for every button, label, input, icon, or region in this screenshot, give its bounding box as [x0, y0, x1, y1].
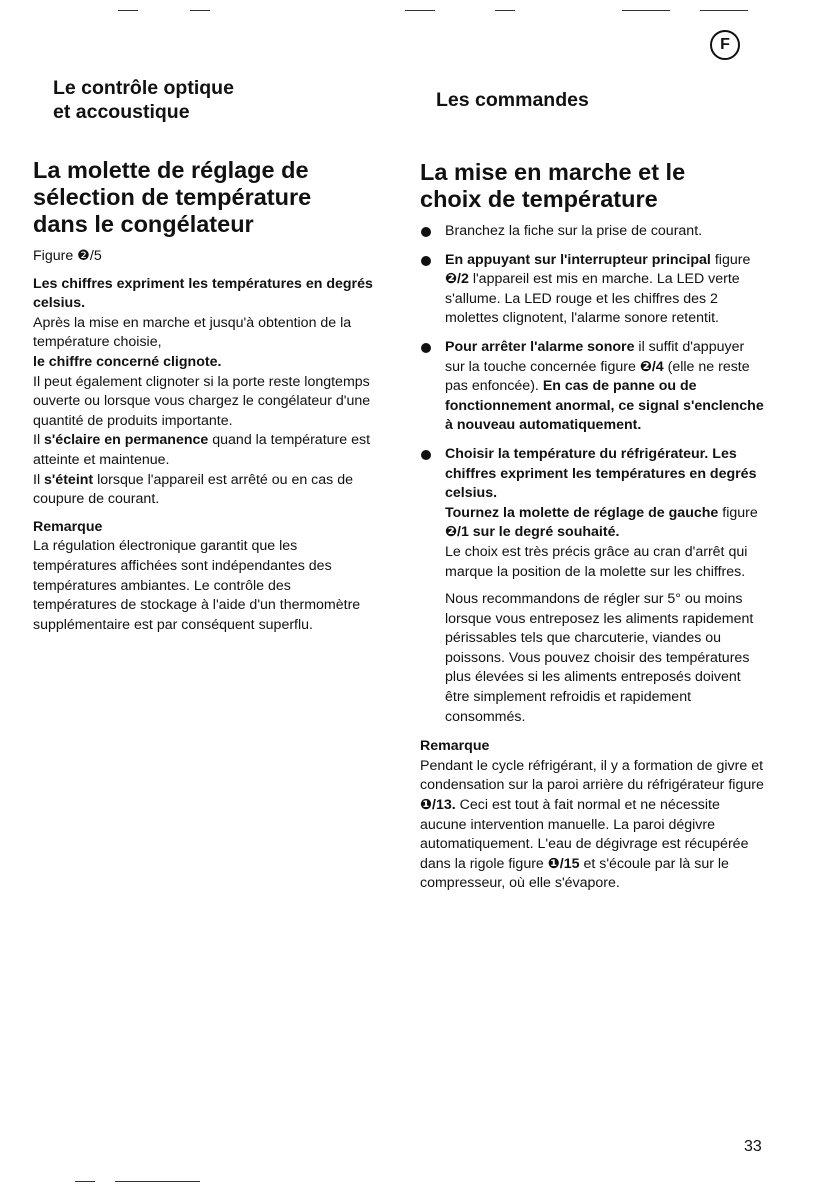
- list-item: [420, 251, 765, 329]
- section-title: Les commandes: [436, 89, 589, 111]
- list-item-text: (elle ne reste pas enfoncée).: [445, 358, 750, 395]
- heading-line: La mise en marche et le: [420, 159, 686, 185]
- figure-reference: ❷/2: [445, 271, 469, 288]
- section-title-line: Le contrôle optique: [53, 77, 234, 99]
- recommendation-paragraph: Nous recommandons de régler sur 5° ou moins lorsque vous entreposez les aliments rapidement périssables tels que charcuterie, viandes ou poissons. Vous pouvez choisir des températures plus élevées si les aliments entreposés doivent être simplement refroidis et rapidement consommés.: [445, 591, 754, 725]
- bottom-scan-rule: [115, 1181, 200, 1182]
- list-item-text: figure: [714, 251, 751, 268]
- list-item-bold: En appuyant sur l'interrupteur principal: [445, 251, 711, 268]
- remark-text-part: Ceci est tout à fait normal et ne nécessite aucune intervention manuelle. La paroi dégivre automatiquement. L'eau de dégivrage est récupérée dans la rigole figure: [420, 797, 749, 872]
- bullet-icon: [421, 450, 431, 460]
- top-scan-rule: [118, 10, 138, 11]
- heading-line: sélection de température: [33, 184, 312, 210]
- heading-line: dans le congélateur: [33, 211, 254, 237]
- heading-line: choix de température: [420, 186, 658, 212]
- heading-line: La molette de réglage de: [33, 157, 309, 183]
- remark-text-part: Pendant le cycle réfrigérant, il y a formation de givre et condensation sur la paroi arrière du réfrigérateur figure: [420, 757, 764, 794]
- left-section-header: [33, 76, 378, 124]
- page-number: 33: [744, 1138, 762, 1155]
- language-badge: F: [710, 30, 740, 60]
- paragraph: Il peut également clignoter si la porte reste longtemps ouverte ou lorsque vous chargez le congélateur d'une quantité de produits importante.: [33, 373, 371, 429]
- paragraph-text: Après la mise en marche et jusqu'à obtention de la température choisie,: [33, 314, 352, 351]
- instruction-list: [420, 222, 765, 582]
- list-item-text: il suffit d'appuyer sur la touche concernée figure: [445, 338, 745, 375]
- remark-text-part: et s'écoule par là sur le compresseur, où elle s'évapore.: [420, 855, 729, 892]
- paragraph: [33, 471, 378, 510]
- list-item-text: l'appareil est mis en marche. La LED verte s'allume. La LED rouge et les chiffres des 2 molettes clignotent, l'alarme sonore retentit.: [445, 271, 740, 327]
- list-item-bold: Tournez la molette de réglage de gauche: [445, 504, 719, 521]
- right-column: [420, 88, 765, 894]
- paragraph-bold: le chiffre concerné clignote.: [33, 353, 222, 370]
- figure-reference: ❷/4: [639, 358, 664, 375]
- right-heading: [420, 159, 765, 213]
- paragraph-bold: s'éclaire en permanence: [44, 432, 209, 449]
- left-column: [33, 76, 378, 635]
- left-heading: [33, 157, 378, 238]
- paragraph-text: quand la température est atteinte et maintenue.: [33, 432, 371, 468]
- section-title-line: et accoustique: [53, 101, 190, 123]
- paragraph-text: Il: [33, 471, 41, 488]
- list-item-text: Le choix est très précis grâce au cran d'arrêt qui marque la position de la molette sur les chiffres.: [445, 543, 748, 580]
- list-item-text: figure: [722, 504, 758, 521]
- list-item-bold: ❷/1 sur le degré souhaité.: [445, 524, 620, 541]
- bottom-scan-rule: [75, 1181, 95, 1182]
- lead-paragraph: Les chiffres expriment les températures en degrés celsius.: [33, 275, 373, 312]
- list-item-bold: Pour arrêter l'alarme sonore: [445, 338, 635, 355]
- paragraph-text: Il: [33, 432, 41, 449]
- top-scan-rule: [495, 10, 515, 11]
- remark-text: [420, 757, 765, 894]
- remark-text: La régulation électronique garantit que les températures affichées sont indépendantes des températures ambiantes. Le contrôle des températures de stockage à l'aide d'un thermomètre supplémentaire est par conséquent superflu.: [33, 538, 361, 633]
- figure-reference: ❶/13.: [420, 797, 456, 814]
- figure-reference: Figure ❷/5: [33, 248, 102, 264]
- remark-heading: Remarque: [33, 518, 103, 535]
- remark-heading: Remarque: [420, 738, 490, 755]
- top-scan-rule: [700, 10, 748, 11]
- paragraph: [33, 314, 378, 373]
- bullet-icon: [421, 227, 431, 237]
- list-item: [420, 445, 765, 582]
- figure-reference: ❶/15: [547, 855, 580, 872]
- list-item-bold: En cas de panne ou de fonctionnement anormal, ce signal s'enclenche à nouveau automatiquement.: [445, 378, 764, 434]
- paragraph: [33, 431, 378, 470]
- paragraph-text: lorsque l'appareil est arrêté ou en cas de coupure de courant.: [33, 471, 353, 508]
- list-item-bold: Choisir la température du réfrigérateur. Les chiffres expriment les températures en degrés celsius.: [445, 445, 757, 502]
- top-scan-rule: [622, 10, 670, 11]
- top-scan-rule: [190, 10, 210, 11]
- top-scan-rule: [405, 10, 435, 11]
- paragraph-bold: s'éteint: [44, 471, 94, 488]
- bullet-icon: [421, 256, 431, 266]
- list-item: [420, 222, 765, 242]
- list-item-text: Branchez la fiche sur la prise de courant.: [445, 223, 703, 239]
- bullet-icon: [421, 343, 431, 353]
- list-item: [420, 338, 765, 436]
